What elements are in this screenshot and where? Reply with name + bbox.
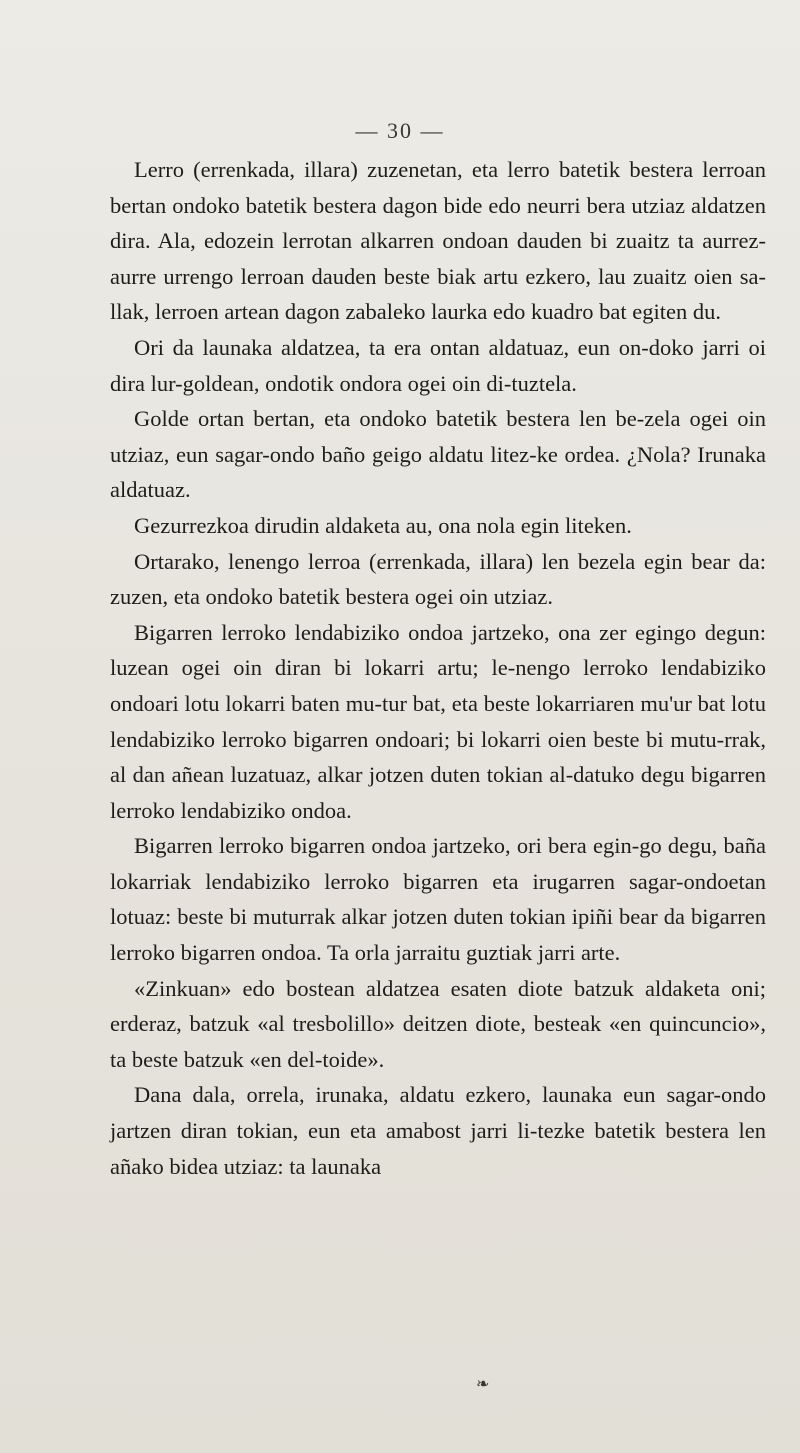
paragraph-3: Golde ortan bertan, eta ondoko batetik bestera len be-zela ogei oin utziaz, eun sagar-ondo baño geigo aldatu litez-ke ordea. ¿Nola? Irunaka aldatuaz. — [110, 406, 766, 503]
paragraph-4: Gezurrezkoa dirudin aldaketa au, ona nola egin liteken. — [134, 512, 632, 538]
body-text — [110, 152, 766, 1184]
paragraph-1: Lerro (errenkada, illara) zuzenetan, eta lerro batetik bestera lerroan bertan ondoko batetik bestera dagon bide edo neurri bera utziaz aldatzen dira. Ala, edozein lerrotan alkarren ondoan dauden bi zuaitz ta aurrez-aurre urrengo lerroan dauden beste biak artu ezkero, lau zuaitz oien sa-llak, lerroen artean dagon zabaleko laurka edo kuadro bat egiten du. — [110, 157, 766, 325]
page-number: — 30 — — [355, 118, 445, 143]
paragraph-8: «Zinkuan» edo bostean aldatzea esaten diote batzuk aldaketa oni; erderaz, batzuk «al tresbolillo» deitzen diote, besteak «en quincuncio», ta beste batzuk «en del-toide». — [110, 975, 766, 1072]
paragraph-5: Ortarako, lenengo lerroa (errenkada, illara) len bezela egin bear da: zuzen, eta ondoko batetik bestera ogei oin utziaz. — [110, 548, 766, 610]
paragraph-6: Bigarren lerroko lendabiziko ondoa jartzeko, ona zer egingo degun: luzean ogei oin diran bi lokarri artu; le-nengo lerroko lendabiziko ondoari lotu lokarri baten mu-tur bat, eta beste lokarriaren mu'ur bat lotu lendabiziko lerroko bigarren ondoari; bi lokarri oien beste bi mutu-rrak, al dan añean luzatuaz, alkar jotzen duten tokian al-datuko degu bigarren lerroko lendabiziko ondoa. — [110, 619, 766, 823]
paragraph-9: Dana dala, orrela, irunaka, aldatu ezkero, launaka eun sagar-ondo jartzen diran tokian, eun eta amabost jarri li-tezke batetik bestera len añako bidea utziaz: ta launaka — [110, 1082, 766, 1179]
footer-ornament-icon: ❧ — [476, 1376, 490, 1393]
paragraph-2: Ori da launaka aldatzea, ta era ontan aldatuaz, eun on-doko jarri oi dira lur-goldean, ondotik ondora ogei oin di-tuztela. — [110, 334, 766, 396]
paragraph-7: Bigarren lerroko bigarren ondoa jartzeko, ori bera egin-go degu, baña lokarriak lendabiziko lerroko bigarren eta irugarren sagar-ondoetan lotuaz: beste bi muturrak alkar jotzen duten tokian ipiñi bear da bigarren lerroko bigarren ondoa. Ta orla jarraitu guztiak jarri arte. — [110, 833, 766, 966]
